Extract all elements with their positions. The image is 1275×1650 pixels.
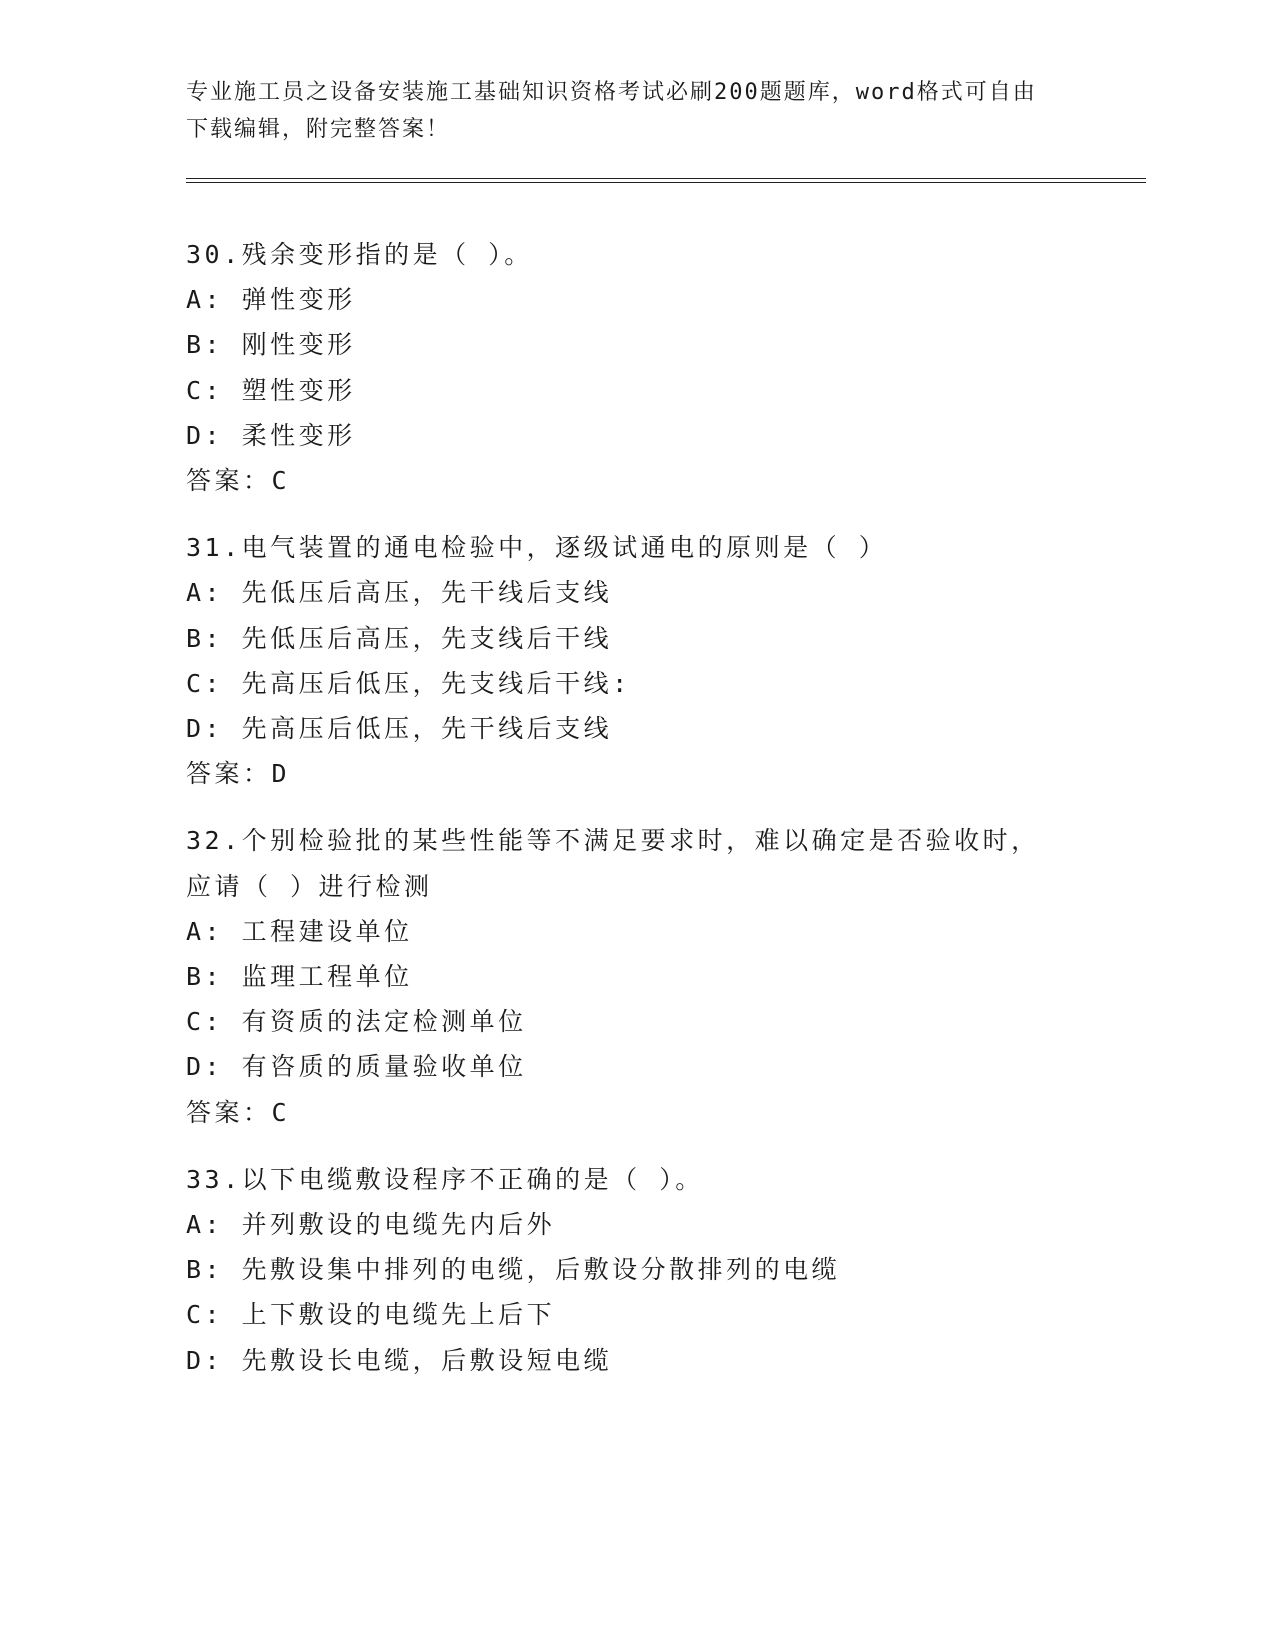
option-b: B: 监理工程单位 [186, 962, 413, 992]
header-line-1: 专业施工员之设备安装施工基础知识资格考试必刷200题题库，word格式可自由 [186, 80, 1037, 105]
option-c: C: 上下敷设的电缆先上后下 [186, 1300, 556, 1330]
option-d: D: 先敷设长电缆，后敷设短电缆 [186, 1345, 613, 1375]
answer-line: 答案：C [186, 1097, 291, 1127]
option-d: D: 先高压后低压，先干线后支线 [186, 714, 613, 744]
option-d: D: 有咨质的质量验收单位 [186, 1052, 527, 1082]
option-c: C: 先高压后低压，先支线后干线: [186, 668, 631, 698]
option-c: C: 塑性变形 [186, 375, 356, 405]
question-stem: 32.个别检验批的某些性能等不满足要求时，难以确定是否验收时，应请（ ）进行检测 [186, 826, 1040, 901]
question-32 [186, 818, 1086, 1134]
option-a: A: 先低压后高压，先干线后支线 [186, 578, 613, 608]
header-divider [186, 178, 1146, 183]
question-31 [186, 525, 1086, 796]
answer-line: 答案：C [186, 466, 291, 496]
option-b: B: 先敷设集中排列的电缆，后敷设分散排列的电缆 [186, 1255, 841, 1285]
option-a: A: 弹性变形 [186, 285, 356, 315]
document-header [186, 74, 1066, 148]
question-33 [186, 1157, 1086, 1383]
question-list [186, 232, 1086, 1405]
question-stem: 31.电气装置的通电检验中，逐级试通电的原则是（ ） [186, 533, 888, 563]
answer-line: 答案：D [186, 759, 291, 789]
question-stem: 33.以下电缆敷设程序不正确的是（ ）。 [186, 1164, 704, 1194]
header-line-2: 下载编辑，附完整答案！ [186, 117, 451, 142]
option-c: C: 有资质的法定检测单位 [186, 1007, 527, 1037]
question-stem: 30.残余变形指的是（ ）。 [186, 240, 533, 269]
option-a: A: 工程建设单位 [186, 916, 413, 946]
option-b: B: 先低压后高压，先支线后干线 [186, 623, 613, 653]
option-d: D: 柔性变形 [186, 420, 356, 450]
option-a: A: 并列敷设的电缆先内后外 [186, 1210, 556, 1240]
question-30 [186, 232, 1086, 503]
option-b: B: 刚性变形 [186, 330, 356, 360]
